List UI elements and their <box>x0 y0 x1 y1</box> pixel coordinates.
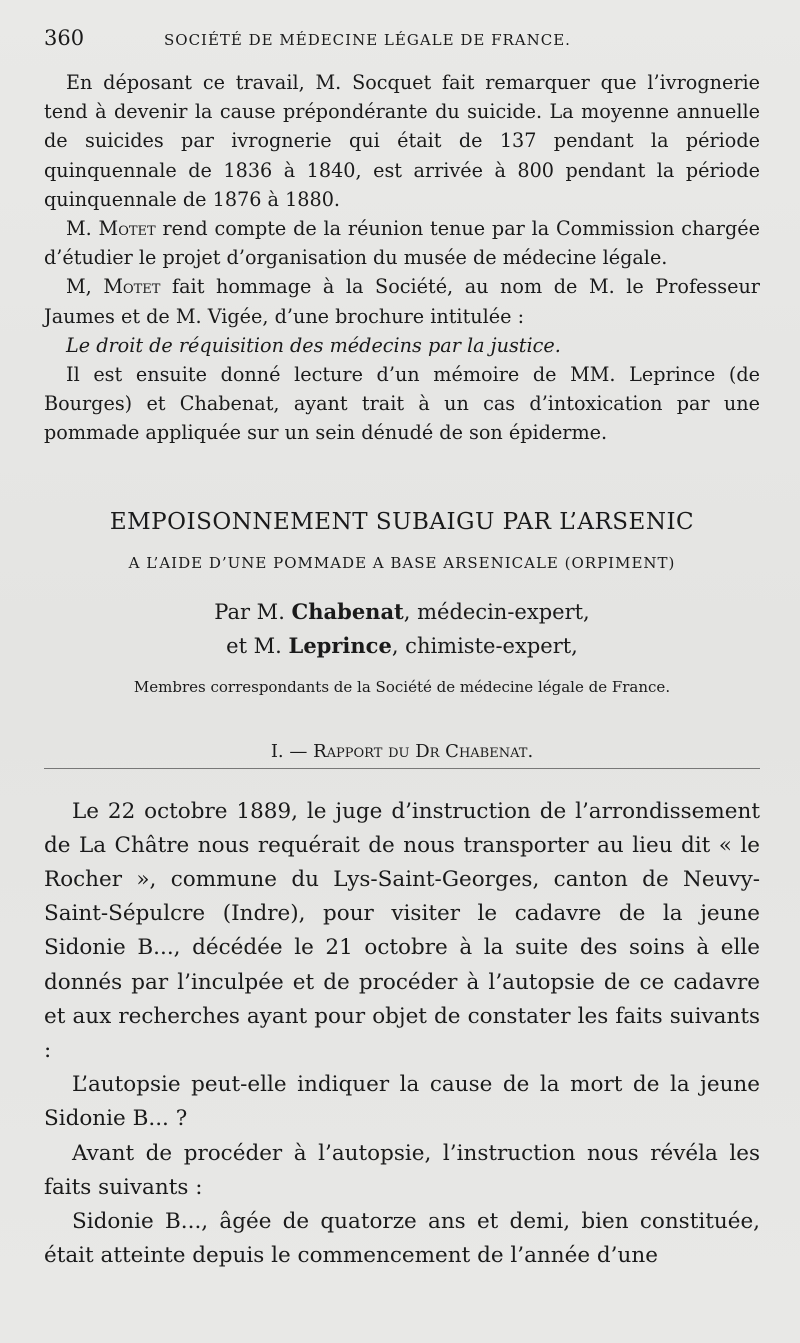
byline-role: , chimiste-expert, <box>391 633 578 658</box>
byline <box>44 595 760 663</box>
report-paragraph: Sidonie B..., âgée de quatorze ans et demi, bien constituée, était atteinte depuis le commencement de l’année d’une <box>44 1209 760 1269</box>
author-leprince: Leprince <box>288 632 392 658</box>
byline-author-1 <box>44 595 760 629</box>
author-chabenat: Chabenat <box>291 598 404 624</box>
preceding-minutes <box>44 68 760 448</box>
section-heading: I. — Rapport du Dr Chabenat. <box>44 740 760 769</box>
text-prefix: M. <box>66 217 99 241</box>
author-name: Motet <box>98 217 156 241</box>
byline-role: , médecin-expert, <box>403 599 590 624</box>
byline-author-2 <box>44 629 760 663</box>
report-body <box>44 795 760 1274</box>
report-paragraph: L’autopsie peut-elle indiquer la cause de la mort de la jeune Sidonie B... ? <box>44 1072 760 1132</box>
article-subtitle: A L’AIDE D’UNE POMMADE A BASE ARSENICALE (ORPIMENT) <box>128 553 676 572</box>
text-rest: rend compte de la réunion tenue par la Commission chargée d’étudier le projet d’organisation du musée de médecine légale. <box>44 217 760 270</box>
report-paragraph: Le 22 octobre 1889, le juge d’instruction de l’arrondissement de La Châtre nous requérait de nous transporter au lieu dit « le Rocher », commune du Lys-Saint-Georges, canton de Neuvy-Saint-Sépulcre (Indre), pour visiter le cadavre de la jeune Sidonie B..., décédée le 21 octobre à la suite des soins à elle donnés par l’inculpée et de procéder à l’autopsie de ce cadavre et aux recherches ayant pour objet de constater les faits suivants : <box>44 798 760 1064</box>
article-title: EMPOISONNEMENT SUBAIGU PAR L’ARSENIC <box>109 508 695 535</box>
text-rest: fait hommage à la Société, au nom de M. le Professeur Jaumes et de M. Vigée, d’une brochure intitulée : <box>44 275 760 328</box>
author-name: Motet <box>103 275 161 299</box>
report-paragraph: Avant de procéder à l’autopsie, l’instruction nous révéla les faits suivants : <box>44 1140 760 1200</box>
page-number: 360 <box>44 26 85 50</box>
byline-prefix: Par M. <box>214 599 292 624</box>
page-header <box>44 26 760 66</box>
paragraph-motet-report <box>44 214 760 272</box>
members-note: Membres correspondants de la Société de médecine légale de France. <box>133 677 671 696</box>
brochure-title: Le droit de réquisition des médecins par la justice. <box>66 333 561 357</box>
paragraph-socquet: En déposant ce travail, M. Socquet fait remarquer que l’ivrognerie tend à devenir la cause prépondérante du suicide. La moyenne annuelle de suicides par ivrognerie qui était de 137 pendant la période quinquennale de 1836 à 1840, est arrivée à 800 pendant la période quinquennale de 1876 à 1880. <box>44 71 760 211</box>
text-prefix: M, <box>66 275 104 299</box>
paragraph-memoir: Il est ensuite donné lecture d’un mémoire de MM. Leprince (de Bourges) et Chabenat, ayant trait à un cas d’intoxication par une pommade appliquée sur un sein dénudé de son épiderme. <box>44 363 760 445</box>
paragraph-motet-hommage <box>44 272 760 330</box>
byline-prefix: et M. <box>226 633 289 658</box>
running-title: SOCIÉTÉ DE MÉDECINE LÉGALE DE FRANCE. <box>164 31 571 49</box>
